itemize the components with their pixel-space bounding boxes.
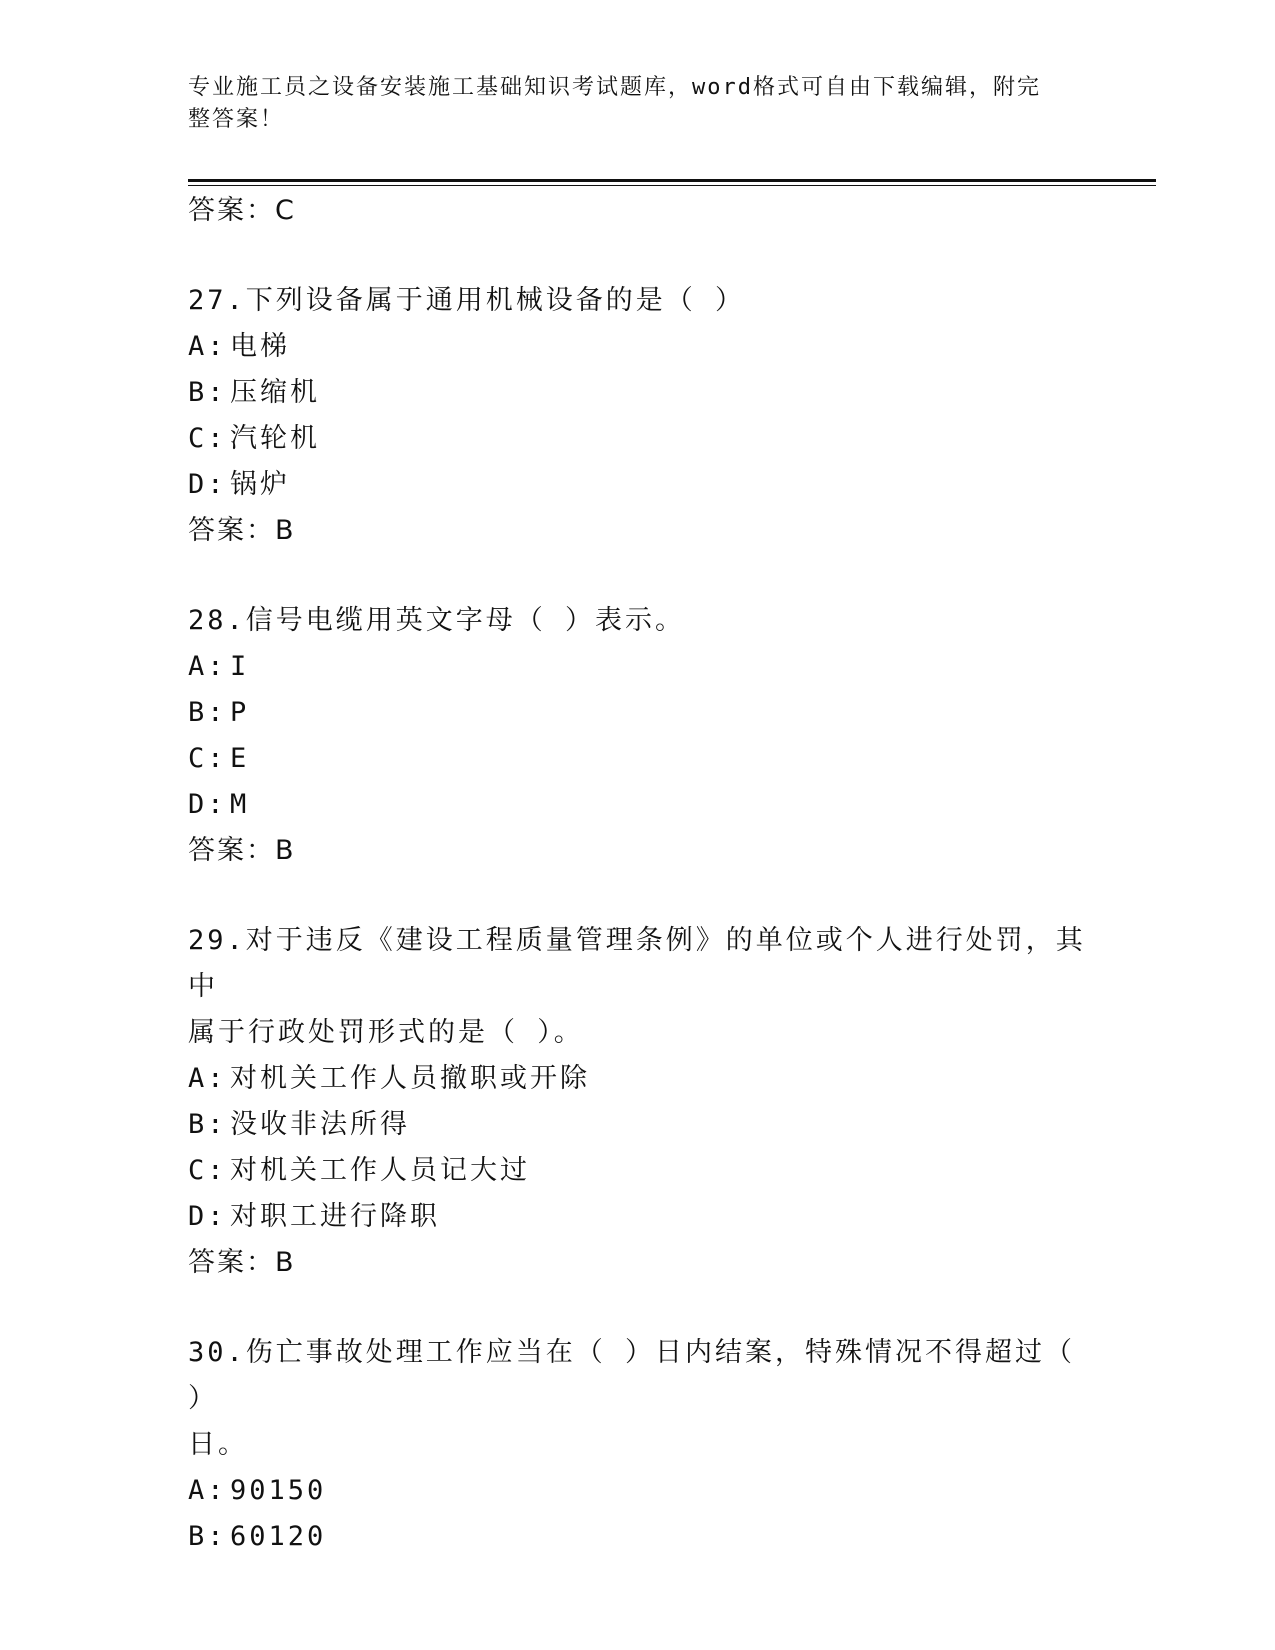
question-28: [188, 598, 1088, 874]
option-text: 电梯: [230, 331, 290, 362]
option-a: [188, 1468, 1088, 1514]
option-text: 对机关工作人员撤职或开除: [230, 1063, 590, 1094]
option-c: [188, 1148, 1088, 1194]
option-text: 90150: [230, 1475, 327, 1506]
option-text: 没收非法所得: [230, 1109, 410, 1140]
header-rule-thick: [188, 179, 1156, 182]
option-text: E: [230, 743, 250, 774]
option-a: [188, 644, 1088, 690]
option-d: [188, 1194, 1088, 1240]
option-letter: D:: [188, 469, 227, 500]
option-text: 锅炉: [230, 469, 290, 500]
option-text: I: [230, 651, 250, 682]
answer-29: 答案：B: [188, 1247, 296, 1278]
question-text: 28.信号电缆用英文字母（ ）表示。: [188, 605, 686, 636]
document-body: [188, 188, 1088, 1560]
document-header: [188, 72, 1068, 136]
option-text: 压缩机: [230, 377, 320, 408]
option-b: [188, 370, 1088, 416]
answer-26: 答案：C: [188, 195, 296, 226]
question-text: 27.下列设备属于通用机械设备的是（ ）: [188, 285, 746, 316]
option-text: 对机关工作人员记大过: [230, 1155, 530, 1186]
option-a: [188, 324, 1088, 370]
option-b: [188, 1102, 1088, 1148]
question-29: [188, 918, 1088, 1286]
option-letter: B:: [188, 377, 227, 408]
header-line-2: 整答案！: [188, 107, 285, 132]
question-text-line-2: 属于行政处罚形式的是（ ）。: [188, 1017, 584, 1048]
question-27: [188, 278, 1088, 554]
option-letter: C:: [188, 1155, 227, 1186]
option-letter: B:: [188, 697, 227, 728]
option-letter: A:: [188, 331, 227, 362]
option-text: M: [230, 789, 250, 820]
option-letter: C:: [188, 423, 227, 454]
option-letter: A:: [188, 1063, 227, 1094]
option-letter: C:: [188, 743, 227, 774]
option-text: 60120: [230, 1521, 327, 1552]
option-letter: D:: [188, 789, 227, 820]
question-text-line-2: 日。: [188, 1429, 248, 1460]
question-text-line-1: 30.伤亡事故处理工作应当在（ ）日内结案，特殊情况不得超过（ ）: [188, 1337, 1076, 1414]
option-c: [188, 736, 1088, 782]
option-letter: B:: [188, 1109, 227, 1140]
option-c: [188, 416, 1088, 462]
option-letter: D:: [188, 1201, 227, 1232]
question-text-line-1: 29.对于违反《建设工程质量管理条例》的单位或个人进行处罚，其中: [188, 925, 1086, 1002]
header-rule-thin: [188, 185, 1156, 186]
option-letter: B:: [188, 1521, 227, 1552]
option-text: 汽轮机: [230, 423, 320, 454]
header-line-1: 专业施工员之设备安装施工基础知识考试题库，word格式可自由下载编辑，附完: [188, 75, 1041, 100]
option-d: [188, 462, 1088, 508]
option-text: 对职工进行降职: [230, 1201, 440, 1232]
option-a: [188, 1056, 1088, 1102]
option-letter: A:: [188, 651, 227, 682]
option-d: [188, 782, 1088, 828]
option-letter: A:: [188, 1475, 227, 1506]
option-b: [188, 690, 1088, 736]
option-b: [188, 1514, 1088, 1560]
question-30: [188, 1330, 1088, 1560]
answer-28: 答案：B: [188, 835, 296, 866]
option-text: P: [230, 697, 250, 728]
answer-27: 答案：B: [188, 515, 296, 546]
